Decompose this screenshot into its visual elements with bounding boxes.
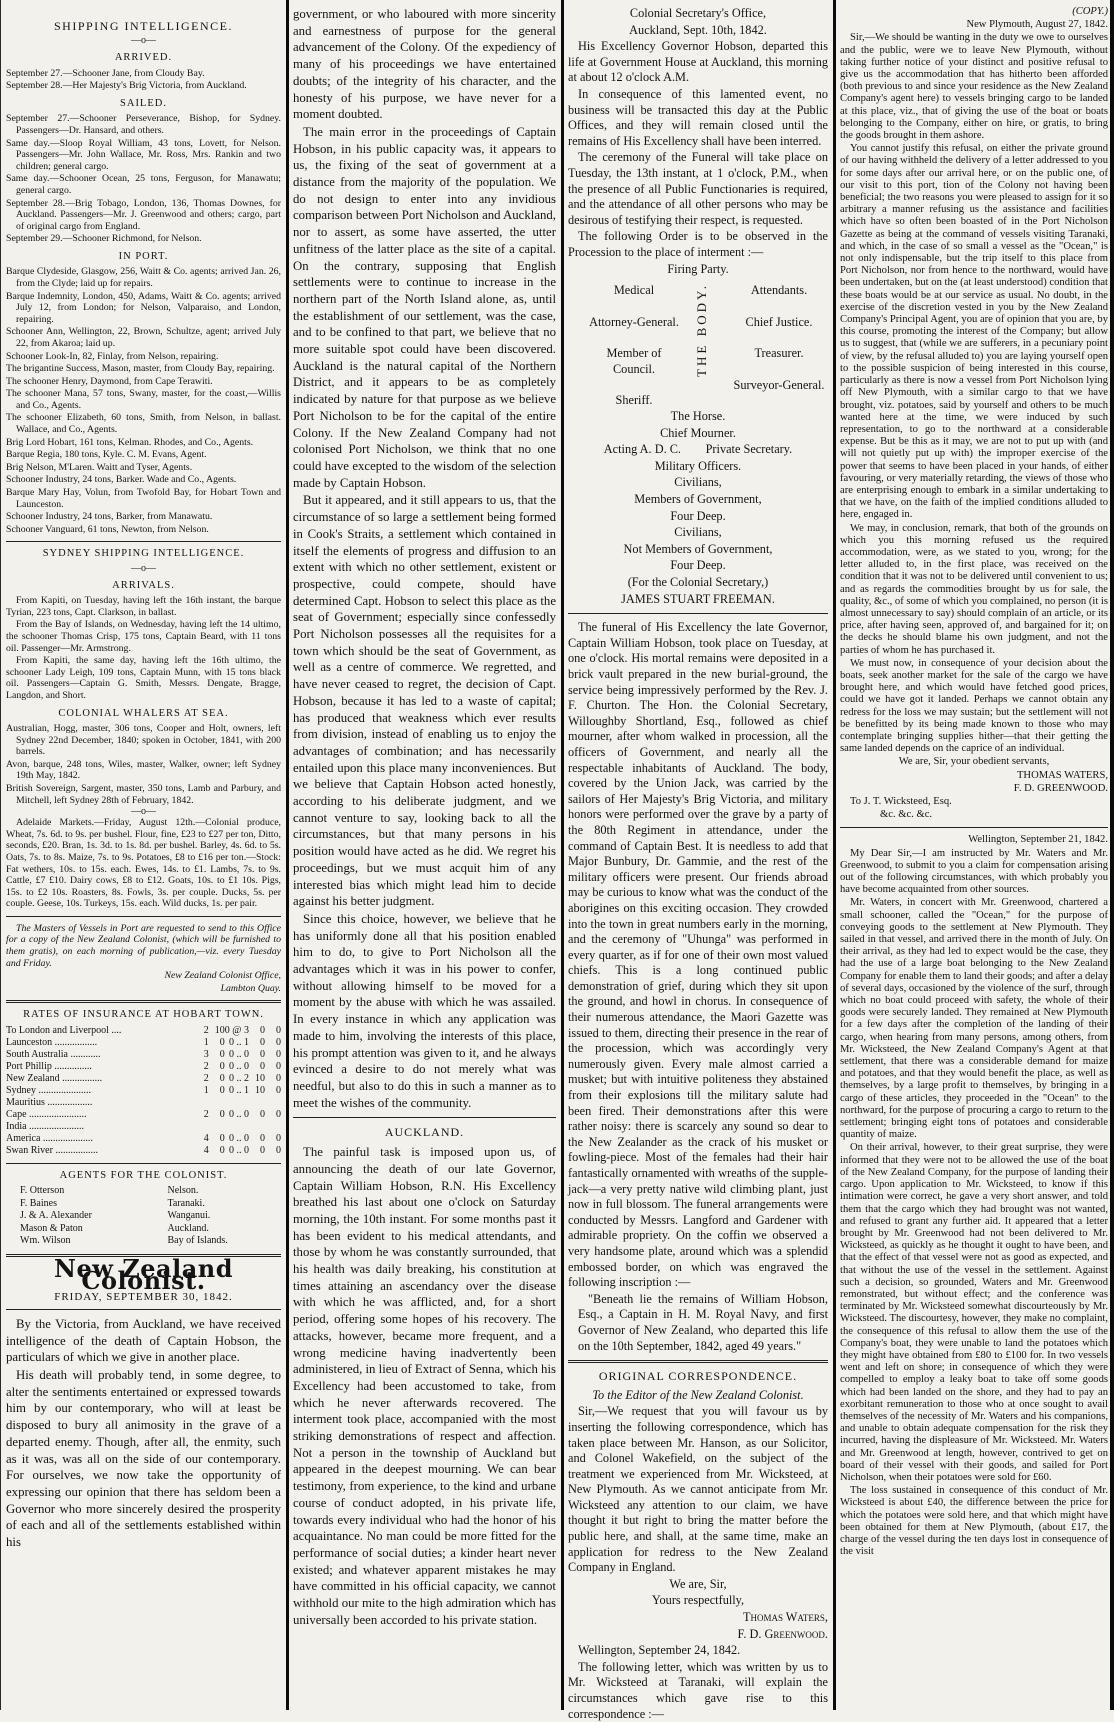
insurance-rate <box>209 1121 225 1133</box>
letter-paragraph: Mr. Waters, in concert with Mr. Greenwood, chartered a small schooner, called the "Ocean," for the purpose of conveying goods to the settlement at New Plymouth. They sailed in that vessel, and arrived there in the month of July. On their arrival, as they had led to expect would be the case, they had the use of a large boat belonging to the New Zealand Company for enable them to land their goods; and after a delay of several days, occasioned by the violence of the surf, through which no boat could proceed with safety, the whole of their goods were securely landed. They remained at New Plymouth for a few days after the completion of the landing of their cargo, when hearing from many persons, among others, from Mr. Wicksteed, the New Zealand Company's Agent at that settlement, that there was a considerable demand for maize and potatoes, and that they would benefit the place, as well as themselves, by a large profit to themselves, by bringing in a cargo of these articles, they proceeded in the "Ocean" to the northward, for the purpose of procuring a cargo to return to the settlement; bringing eight tons of potatoes and considerable quantity of maize. <box>840 897 1108 1141</box>
insurance-rate: 0 <box>219 1144 225 1156</box>
table-row <box>6 1085 281 1097</box>
insurance-rate: 1 <box>203 1036 209 1048</box>
signatory: Thomas Waters, <box>742 1610 828 1625</box>
insurance-rate: 0 .. 0 <box>229 1132 249 1144</box>
agent-name: F. Baines <box>20 1197 57 1209</box>
bearer: Attorney-General. <box>589 314 679 329</box>
issue-date: FRIDAY, SEPTEMBER 30, 1842. <box>54 1290 233 1303</box>
insurance-rate: 1 <box>203 1084 209 1096</box>
insurance-rate: 0 .. 0 <box>229 1144 249 1156</box>
procession-bearers <box>568 283 828 409</box>
table-row <box>6 1061 281 1073</box>
divider <box>6 1000 281 1003</box>
insurance-rate: 0 <box>219 1132 225 1144</box>
procession-line: Military Officers. <box>654 458 742 473</box>
bearer: Treasurer. <box>754 346 804 361</box>
procession-line: Not Members of Government, <box>623 541 773 556</box>
list-item: Same day.—Schooner Ocean, 25 tons, Ferguson, for Manawatu; general cargo. <box>6 173 281 196</box>
insurance-rate: 0 <box>260 1060 265 1072</box>
list-item: The brigantine Success, Mason, master, from Cloudy Bay, repairing. <box>6 363 275 375</box>
list-item: Barque Clydeside, Glasgow, 256, Waitt & Co. agents; arrived Jan. 26, from the Clyde; laid up for repairs. <box>6 266 281 289</box>
in-port-list <box>6 266 281 535</box>
insurance-rate: 0 .. 1 <box>229 1084 249 1096</box>
agents-heading: AGENTS FOR THE COLONIST. <box>59 1169 228 1181</box>
insurance-destination: Launceston ................. <box>6 1036 98 1048</box>
list-item: Schooner Industry, 24 tons, Barker, from Manawatu. <box>6 511 213 523</box>
agent-location: Bay of Islands. <box>167 1235 228 1247</box>
column-4 <box>834 0 1114 1710</box>
funeral-paragraph: The funeral of His Excellency the late Governor, Captain William Hobson, took place on Tuesday, at one o'clock. His mortal remains were deposited in a brick vault prepared in the new burial-ground, the service being impressively performed by the Rev. J. F. Churton. The Hon. the Colonial Secretary, Willoughby Shortland, Esq., followed as chief mourner, after whom walked in procession, all the officers of Government, and nearly all the respectable inhabitants of Auckland. The body, covered by the Union Jack, was carried by the sailors of Her Majesty's Brig Victoria, and military honors were performed over the grave by a party of the 80th Regiment in attendance, under the command of Captain Best. It is needless to add that Major Bunbury, Dr. Gammie, and the rest of the military officers were present. Our friends abroad may be curious to know what was the conduct of the aborigines on this exciting occasion. They crowded into the town in great numbers early in the morning, and the ceremony of "Uhunga" was performed in every quarter, as if for one of their own most valued chiefs. This is a long continued public demonstration of grief, during which they sit upon the ground, and howl in chorus. In consequence of their numerous attendance, the Maori Gazette was issued to them, directing their presence in the rear of the procession, which was accordingly very numerously given. Every male almost carried a musket; but with intuitive politeness they abstained from their explosions till the military salute had been fired. Their demonstrations after this were rather noisy: there is scarcely any sound so dear to the New Zealander as the crack of his musket or fowling-piece. Most of the females had their hair fantastically ornamented with wreaths of the supple-jack—a very pretty native wild climbing plant, just now in full blossom. The funeral arrangements were conducted by Messrs. Langford and Gardener with admirable propriety. On the coffin we observed a very handsome plate, around which was a splendid embossed border, on which was engraved the following inscription :— <box>568 620 828 1290</box>
inscription: "Beneath lie the remains of William Hobson, Esq., a Captain in H. M. Royal Navy, and first Governor of New Zealand, who departed this life on the 10th September, 1842, aged 49 years." <box>578 1291 828 1353</box>
adelaide-markets <box>6 817 281 910</box>
copy-label: (COPY.) <box>1072 6 1108 17</box>
table-row <box>6 1133 281 1145</box>
insurance-rate: 10 <box>214 1024 225 1036</box>
agent-location: Auckland. <box>167 1222 209 1234</box>
notice-paragraph: In consequence of this lamented event, no business will be transacted this day at the Public Offices, and they will remain closed until the remains of His Excellency shall have been interred. <box>568 86 828 148</box>
right-bearers <box>724 283 834 393</box>
correspondence-heading: ORIGINAL CORRESPONDENCE. <box>598 1369 798 1384</box>
insurance-destination: Swan River ................. <box>6 1144 98 1156</box>
insurance-rate: 2 <box>203 1108 209 1120</box>
list-item: Schooner Industry, 24 tons, Barker. Wade and Co., Agents. <box>6 474 237 486</box>
table-row <box>6 1235 281 1248</box>
list-item: September 27.—Schooner Perseverance, Bishop, for Sydney. Passengers—Dr. Hansard, and others. <box>6 113 281 136</box>
table-row <box>6 1073 281 1085</box>
bearer: Medical <box>613 283 655 298</box>
auckland-heading: AUCKLAND. <box>384 1125 465 1140</box>
editorial-paragraph: Since this choice, however, we believe that he has uniformly done all that his position enabled him to do, to give to Port Nicholson all the advantages which it was in his power to confer, without allowing himself to be moved for a moment by the abuse with which he was assailed. In every instance in which any application was made to him, involving the interests of this place, his prompt attention was given to it, and he always evinced a desire to do not merely what was needful, but also to do this in such a manner as to meet the wishes of the community. <box>293 911 556 1110</box>
divider <box>568 613 828 614</box>
shipping-intelligence-heading: SHIPPING INTELLIGENCE. <box>54 19 233 33</box>
insurance-rate: 2 <box>203 1060 209 1072</box>
insurance-rate: 0 <box>276 1072 281 1084</box>
insurance-destination: South Australia ............ <box>6 1048 101 1060</box>
insurance-rate: 2 <box>203 1024 209 1036</box>
sailed-list <box>6 113 281 245</box>
firing-party: Firing Party. <box>667 261 729 276</box>
list-item: Brig Lord Hobart, 161 tons, Kelman. Rhodes, and Co., Agents. <box>6 436 254 448</box>
column-1 <box>0 0 287 1710</box>
insurance-rate: 0 <box>219 1084 225 1096</box>
insurance-rate: 0 .. 1 <box>229 1036 249 1048</box>
masthead: New Zealand Colonist. <box>54 1253 233 1296</box>
letter-paragraph: My Dear Sir,—I am instructed by Mr. Waters and Mr. Greenwood, to submit to you a claim for compensation arising out of the following circumstances, with which probably you have become acquainted from other sources. <box>840 847 1108 896</box>
letter-paragraph: On their arrival, however, to their great surprise, they were informed that they were not to be allowed the use of the boat of the New Zealand Company, for the purpose of landing their cargo. Upon application to Mr. Wicksteed, to know if this intimation were correct, he gave a very short answer, and told them that the cargo which they had brought was not wanted, and refused to grant any further aid. It appeared that a letter brought by Mr. Greenwood had not been delivered to Mr. Wicksteed, as quickly as he thought it ought to have been, and that the effect of that vessel were not as good as expected, and that without the use of the vessel in the settlement. Against such a decision, so grounded, Waters and Mr. Greenwood remonstrated, but without effect; and the conference was terminated by Mr. Wicksteed somewhat discourteously by Mr. Wicksteed. The discourtesy, however, they make no complaint, the consequence of this refusal to allow them the use of the Company's boat, they were unable to land the potatoes which they might have obtained from £80 to £100 for. In two vessels went and left on shore; in consequence of which they were compelled to employ a leaky boat to take off some goods which had been landed on the shore, and they had to pay an exorbitant remuneration to those who at once sought to avail themselves of the necessity of Mr. Waters and his companions, and unable to obtain adequate compensation for the risk they incurred, having the displeasure of Mr. Wicksteed. Mr. Waters and Mr. Greenwood at length, however, contrived to get on board of their vessel with their goods, and sailed for Port Nicholson, when their potatoes were sold for £60. <box>840 1142 1108 1483</box>
insurance-rate: 0 @ 3 <box>224 1024 249 1036</box>
table-row <box>6 1025 281 1037</box>
bearer: Member of Council. <box>606 346 662 376</box>
insurance-rate: 0 <box>219 1072 225 1084</box>
table-row <box>6 1049 281 1061</box>
agent-location: Nelson. <box>167 1185 199 1197</box>
editorial <box>6 1316 281 1551</box>
agent-name: Mason & Paton <box>20 1222 83 1234</box>
list-item: Brig Nelson, M'Laren. Waitt and Tyser, Agents. <box>6 461 193 473</box>
editorial-paragraph: His death will probably tend, in some degree, to alter the sentiments entertained or expressed towards him by our contemporary, who will at least be disposed to bury all animosity in the grave of a departed enemy. Though, after all, the enmity, such as it was, was all on the side of our contemporary. For ourselves, we now take the opportunity of expressing our opinion that there has seldom been a Governor who more sincerely desired the prosperity of each and all of the settlements established within his <box>6 1368 281 1550</box>
procession-line: Civilians, <box>674 475 722 490</box>
insurance-rate: 10 <box>255 1084 265 1096</box>
letter-paragraph: You cannot justify this refusal, on either the private ground of our having withheld the delivery of a letter addressed to you for some days after our arrival here, or on the public one, of our visit to this port, tion of the Colony not having been beneficial; the two reasons you were pleased to assign for it so arbitrary a manner refusing us the assistance and facilities which have so often been boasted of in the Port Nicholson Gazette as being at the command of vessels visiting Taranaki, and which, in the case of so small a vessel as the "Ocean," is not only indispensable, but the trip itself to this place from Port Nicholson, nor from hence to the northward, would have been undertaken, but on the (at least understood) condition that these boats would be at our service as usual. No doubt, in the exercise of the discretion vested in you by the New Zealand Company's Principal Agent, you are of opinion that you are, by this course, promoting the interest of the Company; but allow us to suggest, that (while we are sufferers, in a pecuniary point of view, by the refusal alluded to) you are laying yourself open to the possible suspicion of being interested in this course, particularly as there is now a vessel from Port Nicholson lying off New Plymouth, with a similar cargo to that we have brought, viz. potatoes, said by yourself and others to be much wanted here at the time, we were induced by such representation, to go to the northward at a considerable expense. But be this as it may, we are not to put up with (and will not quietly put up with) the improper exercise of the power that seems to have been placed in your hands, of either favouring, or very materially retarding, the views of those who are enterprising enough to embark in a similar undertaking to that we have, on the faith of the implied conditions alluded to here, engaged in. <box>840 143 1108 521</box>
separator: —o— <box>131 562 156 574</box>
table-row <box>6 1121 281 1133</box>
bearer: Sheriff. <box>615 393 653 408</box>
signatory: JAMES STUART FREEMAN. <box>621 591 775 606</box>
editorial-paragraph: By the Victoria, from Auckland, we have received intelligence of the death of Captain Hobson, the particulars of which we give in another place. <box>6 1316 281 1365</box>
procession-line: Chief Mourner. <box>660 425 736 440</box>
auckland-paragraph: The painful task is imposed upon us, of announcing the death of our late Governor, Captain William Hobson, R.N. His Excellency breathed his last about one o'clock on Saturday morning, the 10th instant. For some months past it has been evident to his medical attendants, and those by whom he was constantly surrounded, that his health was daily breaking, his constitution at times attaining an ascendancy over the disease with which he was afflicted, and, for a short period, offering some hopes of his recovery. The attacks, however, became more frequent, and a wrong medicine having inadvertently been administered, in lieu of Extract of Senna, which his Excellency had been accustomed to take, from which he never afterwards recovered. The interment took place, accompanied with the most striking demonstrations of respect and affection. Not a person in the township of Auckland but appeared in the deepest mourning. We can bear testimony, from experience, to the kind and urbane course of conduct adopted, in his private life, towards every individual who had the honor of his acquaintance. No man could be more fitted for the performance of social duties; a kinder heart never existed; and whatever apparent mistakes he may have committed in his official capacity, we cannot withhold our mite to the high admiration which has universally been accorded to his private station. <box>293 1145 557 1627</box>
to-editor: To the Editor of the New Zealand Colonist. <box>592 1387 804 1402</box>
list-item: British Sovereign, Sargent, master, 350 tons, Lamb and Parbury, and Mitchell, left Sydney 28th of February, 1842. <box>6 782 281 806</box>
insurance-rate <box>265 1097 281 1109</box>
insurance-rate: 0 .. 0 <box>229 1048 249 1060</box>
list-item: Barque Mary Hay, Volun, from Twofold Bay, for Hobart Town and Launceston. <box>6 487 281 510</box>
procession-line: The Horse. <box>670 409 726 424</box>
signatory: F. D. Greenwood. <box>737 1626 828 1641</box>
insurance-rate: 0 <box>260 1036 265 1048</box>
insurance-rate: 0 <box>219 1036 225 1048</box>
editorial-paragraph: government, or who laboured with more sincerity and earnestness of purpose for the general advancement of the Colony. Of the expediency of many of his proceedings we have entertained doubts; of the integrity of his character, and the honesty of his purpose, we have never for a moment doubted. <box>293 7 556 122</box>
insurance-rate: 0 <box>276 1108 281 1120</box>
insurance-destination: To London and Liverpool .... <box>6 1024 122 1036</box>
table-row <box>6 1145 281 1157</box>
arrived-list <box>6 68 281 92</box>
insurance-rate: 0 .. 0 <box>229 1060 249 1072</box>
insurance-table <box>6 1025 281 1157</box>
insurance-rate <box>265 1121 281 1133</box>
insurance-rate: 3 <box>203 1048 209 1060</box>
agent-name: F. Otterson <box>20 1185 65 1197</box>
whalers-list <box>6 723 281 806</box>
procession-line: Four Deep. <box>670 508 726 523</box>
insurance-rate: 0 <box>276 1144 281 1156</box>
insurance-destination: India ...................... <box>6 1120 85 1132</box>
procession-line: Acting A. D. C. Private Secretary. <box>603 442 793 457</box>
notice-location: Lambton Quay. <box>220 982 281 994</box>
insurance-heading: RATES OF INSURANCE AT HOBART TOWN. <box>23 1009 264 1021</box>
insurance-rate: 0 <box>276 1060 281 1072</box>
notice-text: The Masters of Vessels in Port are requested to send to this Office for a copy of the New Zealand Colonist, (which will be furnished to them gratis), on each morning of publication,—viz. every Tuesday and Friday. <box>6 922 281 969</box>
list-item: The schooner Elizabeth, 60 tons, Smith, from Nelson, in ballast. Wallace, and Co., Agents. <box>6 412 281 436</box>
list-item: September 28.—Her Majesty's Brig Victoria, from Auckland. <box>6 80 247 92</box>
editorial-paragraph: The main error in the proceedings of Captain Hobson, in his public capacity was, it appears to us, the fixing of the seat of government at a distance from the majority of the population. We do not design to enter into any invidious comparison between Port Nicholson and Auckland, nor to assert, as some have asserted, the utter unfitness of the latter place as the site of a capital. On the contrary, supposing that English settlements were to continue to increase in the northern part of the North Island alone, as, until the establishment of our settlement, was the case, and to be confined to that part, we believe that no more suitable spot could have been discovered. Auckland is the natural capital of the Northern District, and it appears to be as completely indicated by nature for that purpose as we believe Port Nicholson to be for the capital of the entire Colony. If the New Zealand Company had not colonised Port Nicholson, we think that no one could have excepted to the wisdom of the selection made by Captain Hobson. <box>293 124 556 490</box>
table-row <box>6 1037 281 1049</box>
insurance-rate: 0 <box>219 1108 225 1120</box>
list-item: Barque Regia, 180 tons, Kyle. C. M. Evans, Agent. <box>6 449 207 461</box>
list-item: From the Bay of Islands, on Wednesday, having left the 14 ultimo, the schooner Thomas Crisp, 175 tons, Captain Beard, with 11 tons oil. Passenger—Mr. Armstrong. <box>6 619 281 654</box>
letter-paragraph: The following letter, which was written by us to Mr. Wicksteed at Taranaki, will explain the circumstances which gave rise to this correspondence :— <box>568 1659 828 1721</box>
insurance-rate: 0 <box>276 1024 281 1036</box>
letter-paragraph: The loss sustained in consequence of this conduct of Mr. Wicksteed is about £40, the difference between the price for which the potatoes were sold here, and that which might have been obtained for them at New Plymouth, (about £17, the charge of the vessel during the ten days lost in consequence of the visit <box>840 1485 1108 1558</box>
insurance-rate: 0 <box>219 1060 225 1072</box>
insurance-destination: Sydney ..................... <box>6 1084 91 1096</box>
signatory: F. D. GREENWOOD. <box>1013 782 1108 794</box>
divider <box>840 827 1108 828</box>
list-item: Schooner Look-In, 82, Finlay, from Nelson, repairing. <box>6 350 219 362</box>
insurance-rate <box>193 1097 209 1109</box>
markets-paragraph: Adelaide Markets.—Friday, August 12th.—Colonial produce, Wheat, 7s. 6d. to 9s. per bushel. Flour, fine, £23 to £27 per ton, Ditto, seconds, £20. Bran, 1s. 3d. to 1s. 8d. per bushel. Barley, 4s. 6d. to 5s. Oats, 7s. to 8s. Maize, 7s. to 9s. Potatoes, £8 to £16 per ton.—Stock: Fat wethers, 10s. to 15s. each. Ewes, 14s. to £1. Lambs, 7s. to 9s. Cattle, £7 £10. Dairy cows, £8 to £12. Goats, 10s. to £1 10s. Pigs, 15s. to £2 10s. Roasters, 8s. Fowls, 3s. per couple. Ducks, 5s. per couple. Geese, 10s. Turkeys, 15s. each. Wild ducks, 1s. per pair. <box>6 817 281 910</box>
insurance-destination: Mauritius .................. <box>6 1096 93 1108</box>
insurance-destination: Port Phillip ............... <box>6 1060 92 1072</box>
list-item: The schooner Henry, Daymond, from Cape Terawiti. <box>6 375 213 387</box>
divider <box>6 916 281 917</box>
list-item: September 28.—Brig Tobago, London, 136, Thomas Downes, for Auckland. Passengers—Mr. J. Greenwood and others; cargo, part of original cargo from England. <box>6 197 281 232</box>
separator: —o— <box>131 35 156 47</box>
procession-line: Civilians, <box>674 525 722 540</box>
procession-line: Four Deep. <box>670 558 726 573</box>
insurance-rate: 0 <box>260 1144 265 1156</box>
insurance-rate: 0 <box>260 1132 265 1144</box>
insurance-rate: 0 <box>276 1048 281 1060</box>
notice-office: Colonial Secretary's Office, <box>629 6 767 20</box>
column-2 <box>287 0 562 1710</box>
notice-date: Auckland, Sept. 10th, 1842. <box>629 22 767 37</box>
table-row <box>6 1109 281 1121</box>
in-port-heading: IN PORT. <box>118 250 169 262</box>
colonial-whalers-heading: COLONIAL WHALERS AT SEA. <box>58 707 229 719</box>
sydney-arrivals <box>6 595 281 701</box>
column-3 <box>562 0 834 1721</box>
insurance-destination: America .................... <box>6 1132 93 1144</box>
addressee-etc: &c. &c. &c. <box>880 809 933 821</box>
editorial-paragraph: But it appeared, and it still appears to us, that the circumstance of so large a settlement being formed in Cook's Straits, a settlement which contained in itself the elements of progress and diffusion to an extent with which no other settlement, existent or prospective, could compete, should have determined Capt. Hobson to select this place as the seat of Government; especially since confessedly Port Nicholson possesses all the requisites for a town which should be the seat of Government, as well as a centre of commerce. We regretted, and have never ceased to regret, the decision of Capt. Hobson, because it has led to a waste of capital; has produced that weakness which ever results from division, instead of enabling us to enjoy the advantages of combination; and has necessarily entailed upon this place many inconveniences. But we believe that Captain Hobson acted honestly, according to his deliberate judgment, and we cannot venture to say, looking back to all the circumstances, but that many persons in his position would have acted as he did. We regret his proceedings, but we must acquit him of any interested bias which might lead him to decide against his better judgment. <box>293 493 556 909</box>
letter-dateline: New Plymouth, August 27, 1842. <box>966 19 1108 31</box>
procession-line: (For the Colonial Secretary,) <box>627 575 769 590</box>
letter-paragraph: We may, in conclusion, remark, that both of the grounds on which you this morning refused us the required accommodation, were, as we stated to you, wrong; for the letter alluded to, in the first place, was received on the condition that it was not to be delivered until convenient to us; and as regards the commodities brought by us for sale, the quality, &c., of some of which you complained, no person (it is almost unnecessary to say) should complain of an article, or its price, after having seen, approved of, and bargained for it; on the decks he should blame his own judgment, and not the parties of whom he has purchased it. <box>840 522 1108 656</box>
arrived-heading: ARRIVED. <box>114 52 173 64</box>
the-body-label: THE BODY. <box>694 283 709 378</box>
list-item: September 27.—Schooner Jane, from Cloudy Bay. <box>6 67 205 79</box>
letter-date: Wellington, September 24, 1842. <box>578 1643 741 1658</box>
agent-location: Taranaki. <box>167 1197 205 1209</box>
list-item: From Kapiti, the same day, having left the 16th ultimo, the schooner Lady Leigh, 109 tons, Captain Munn, with 15 tons black oil. Passengers—Captain G. Smith, Messrs. Dengate, Bragge, Langdon, and Short. <box>6 655 281 701</box>
table-row <box>6 1210 281 1223</box>
list-item: September 29.—Schooner Richmond, for Nelson. <box>6 233 202 245</box>
notice-paragraph: The following Order is to be observed in the Procession to the place of interment :— <box>568 229 828 259</box>
list-item: Schooner Vanguard, 61 tons, Newton, from Nelson. <box>6 523 209 535</box>
agent-name: J. & A. Alexander <box>20 1210 92 1222</box>
insurance-rate: 0 <box>276 1132 281 1144</box>
agent-name: Wm. Wilson <box>20 1235 71 1247</box>
list-item: Barque Indemnity, London, 450, Adams, Waitt & Co. agents; arrived July 12, from London; for Nelson, Valparaiso, and London, repairing. <box>6 290 281 325</box>
insurance-rate: 0 <box>260 1048 265 1060</box>
agents-table <box>6 1185 281 1248</box>
insurance-rate: 0 <box>276 1084 281 1096</box>
notice-paragraph: The ceremony of the Funeral will take place on Tuesday, the 13th instant, at 1 o'clock, P.M., when the presence of all Public Functionaries is required, and the attendance of all other persons who may be desirous of testifying their respect, is requested. <box>568 150 828 227</box>
procession-line: Members of Government, <box>634 492 762 507</box>
divider <box>6 1309 281 1310</box>
closing: Yours respectfully, <box>651 1593 745 1608</box>
bearer: Attendants. <box>750 283 808 298</box>
insurance-rate: 0 <box>276 1036 281 1048</box>
list-item: Schooner Ann, Wellington, 22, Brown, Schultze, agent; arrived July 22, from Akaroa; laid up. <box>6 326 281 349</box>
insurance-rate: 0 <box>260 1024 265 1036</box>
arrivals-heading: ARRIVALS. <box>112 579 175 591</box>
signatory: THOMAS WATERS, <box>1016 769 1108 781</box>
letter-dateline: Wellington, September 21, 1842. <box>968 834 1108 846</box>
insurance-rate <box>209 1097 225 1109</box>
table-row <box>6 1198 281 1211</box>
table-row <box>6 1185 281 1198</box>
masters-notice <box>6 923 281 995</box>
letter-paragraph: Sir,—We request that you will favour us by inserting the following correspondence, which has taken place between Mr. Hanson, as our Solicitor, and Colonel Wakefield, on the subject of the treatment we experienced from Mr. Wicksteed, at New Plymouth. As we cannot anticipate from Mr. Wicksteed any attention to our claim, we have thought it but right to bring the matter before the public here, and shall, at the same time, make an application for redress to the New Zealand Company in England. <box>568 1404 828 1575</box>
insurance-rate: 0 .. 2 <box>229 1072 249 1084</box>
insurance-rate: 4 <box>203 1132 209 1144</box>
insurance-destination: New Zealand ................ <box>6 1072 103 1084</box>
letter-paragraph: Sir,—We should be wanting in the duty we owe to ourselves and the public, were we to leave New Plymouth, without taking further notice of your distinct and positive refusal to give us the accommodation that has hitherto been afforded (both previous to and since your residence as the New Zealand Company's agent here) to vessels bringing cargo to be landed at this place, viz., that of giving the use of the boat or boats belonging to the Company, either on hire, or gratis, to bring the goods brought in them ashore. <box>840 32 1108 142</box>
sydney-shipping-heading: SYDNEY SHIPPING INTELLIGENCE. <box>42 548 245 560</box>
insurance-rate <box>225 1121 249 1133</box>
left-bearers <box>584 283 684 409</box>
divider <box>6 1163 281 1164</box>
insurance-rate: 10 <box>255 1072 265 1084</box>
letter-paragraph: We must now, in consequence of your decision about the boats, seek another market for the sale of the cargo we have brought here, and which would have fetched good prices, could we have got it landed. Perhaps we cannot obtain any redress for the loss we may sustain; but the settlement will not be benefitted by its being made known to those who may contemplate bringing supplies hither—that their getting the same landed depends on the caprice of an individual. <box>840 657 1108 755</box>
list-item: Australian, Hogg, master, 306 tons, Cooper and Holt, owners, left Sydney 22nd December, 1840; spoken in October, 1841, with 200 barrels. <box>6 722 281 758</box>
insurance-rate <box>249 1121 265 1133</box>
insurance-rate: 0 <box>219 1048 225 1060</box>
insurance-rate: 0 .. 0 <box>229 1108 249 1120</box>
sailed-heading: SAILED. <box>120 98 167 109</box>
table-row <box>6 1097 281 1109</box>
notice-office: New Zealand Colonist Office, <box>164 970 281 982</box>
insurance-destination: Cape ....................... <box>6 1108 87 1120</box>
list-item: The schooner Mana, 57 tons, Swany, master, for the coast,—Willis and Co., Agents. <box>6 388 281 411</box>
insurance-rate: 4 <box>203 1144 209 1156</box>
insurance-rate <box>249 1097 265 1109</box>
divider <box>6 541 281 542</box>
insurance-rate <box>193 1121 209 1133</box>
list-item: Same day.—Sloop Royal William, 43 tons, Lovett, for Nelson. Passengers—Mr. John Wallace, Mr. Ross, Mrs. Rankin and two children; general cargo. <box>6 137 281 172</box>
agent-location: Wanganui. <box>167 1210 211 1222</box>
insurance-rate <box>225 1097 249 1109</box>
list-item: Avon, barque, 248 tons, Wiles, master, Walker, owner; left Sydney 19th May, 1842. <box>6 758 281 782</box>
closing: We are, Sir, <box>669 1576 727 1591</box>
insurance-rate: 2 <box>203 1072 209 1084</box>
list-item: From Kapiti, on Tuesday, having left the 16th instant, the barque Tyrian, 223 tons, Capt. Clarkson, in ballast. <box>6 595 281 618</box>
addressee: To J. T. Wicksteed, Esq. <box>850 796 952 807</box>
separator: —o— <box>131 806 156 818</box>
divider <box>293 1117 556 1118</box>
bearer: Surveyor-General. <box>733 377 825 392</box>
insurance-rate: 0 <box>260 1108 265 1120</box>
table-row <box>6 1223 281 1236</box>
notice-paragraph: His Excellency Governor Hobson, departed this life at Government House at Auckland, this morning at about 12 o'clock A.M. <box>568 39 828 85</box>
closing: We are, Sir, your obedient servants, <box>898 756 1050 768</box>
procession-order <box>568 409 828 607</box>
divider <box>568 1360 828 1363</box>
bearer: Chief Justice. <box>745 314 813 329</box>
